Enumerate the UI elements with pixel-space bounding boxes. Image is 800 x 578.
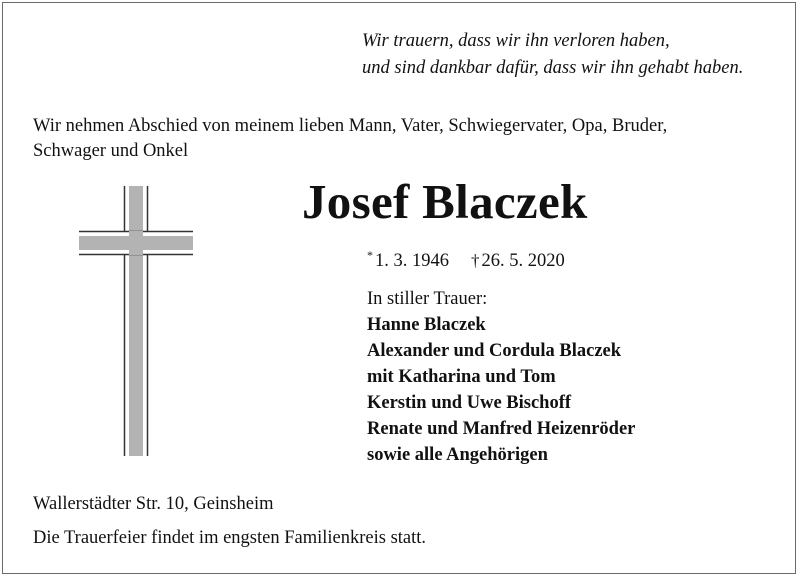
intro-text <box>33 114 773 164</box>
mourners-list <box>367 286 635 468</box>
motto-line-2: und sind dankbar dafür, dass wir ihn gehabt haben. <box>362 58 744 78</box>
birth-star-icon: * <box>367 248 373 262</box>
death-date: 26. 5. 2020 <box>481 251 565 271</box>
mourner-name: mit Katharina und Tom <box>367 367 556 387</box>
motto-quote <box>362 28 782 82</box>
mourner-name: Hanne Blaczek <box>367 315 486 335</box>
death-dagger-icon: † <box>471 251 480 270</box>
deceased-name: Josef Blaczek <box>302 174 588 229</box>
mourning-label: In stiller Trauer: <box>367 289 488 309</box>
life-dates <box>367 241 565 275</box>
motto-line-1: Wir trauern, dass wir ihn verloren haben, <box>362 31 670 51</box>
mourner-name: Alexander und Cordula Blaczek <box>367 341 622 361</box>
mourner-name: sowie alle Angehörigen <box>367 445 548 465</box>
service-note: Die Trauerfeier findet im engsten Familienkreis statt. <box>33 528 427 548</box>
intro-line-2: Schwager und Onkel <box>33 141 189 161</box>
mourning-address: Wallerstädter Str. 10, Geinsheim <box>33 494 274 514</box>
latin-cross-icon <box>79 186 193 456</box>
birth-date: 1. 3. 1946 <box>375 251 449 271</box>
mourner-name: Kerstin und Uwe Bischoff <box>367 393 572 413</box>
mourner-name: Renate und Manfred Heizenröder <box>367 419 636 439</box>
intro-line-1: Wir nehmen Abschied von meinem lieben Mann, Vater, Schwiegervater, Opa, Bruder, <box>33 116 668 136</box>
